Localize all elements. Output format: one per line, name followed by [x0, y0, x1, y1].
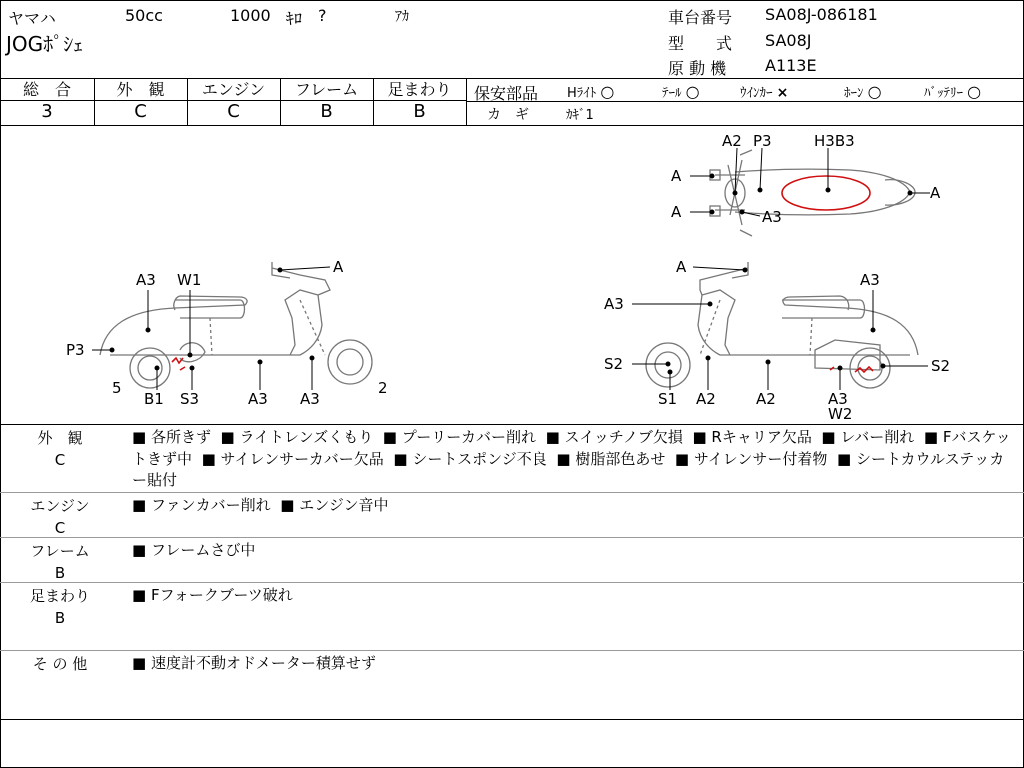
grade-total-value: 3 — [41, 101, 53, 122]
diagram-label: A3 — [762, 208, 782, 226]
damage-diagram — [0, 126, 1024, 424]
section-other-label: そ の 他 — [32, 655, 88, 673]
diagram-label: A3 — [248, 390, 268, 408]
safety-item-tail: ﾃｰﾙ ○ — [662, 82, 700, 101]
engine-label: 原 動 機 — [668, 59, 727, 78]
model-name: JOGﾎﾟｼｪ — [6, 32, 84, 56]
maker: ヤマハ — [8, 9, 56, 28]
safety-item-winker: ｳｲﾝｶｰ × — [740, 85, 789, 101]
safety-label: 保安部品 — [474, 84, 539, 103]
frame-no: SA08J-086181 — [765, 5, 878, 24]
diagram-label: A2 — [756, 390, 776, 408]
type-label: 型 式 — [668, 34, 733, 53]
diagram-label: A2 — [722, 132, 742, 150]
type-value: SA08J — [765, 31, 812, 50]
diagram-label: S2 — [931, 357, 951, 375]
scooter-top-view — [710, 150, 915, 236]
displacement: 50cc — [125, 6, 163, 25]
diagram-label: A — [671, 203, 682, 221]
diagram-label: A3 — [136, 271, 156, 289]
diagram-label: 2 — [378, 379, 388, 397]
grade-frame-value: B — [320, 101, 333, 122]
diagram-label: A3 — [300, 390, 320, 408]
diagram-label: A3 — [828, 390, 848, 408]
diagram-label: A3 — [860, 271, 880, 289]
section-suspension-label: 足まわり B — [29, 587, 90, 627]
diagram-label: S1 — [658, 390, 678, 408]
mark-icon: ○ — [685, 82, 700, 101]
diagram-label: H3B3 — [814, 132, 855, 150]
divider — [466, 78, 467, 125]
diagram-label: S3 — [180, 390, 200, 408]
mark-icon: ○ — [967, 82, 982, 101]
diagram-label: P3 — [753, 132, 772, 150]
divider — [0, 582, 1024, 583]
diagram-label: A — [671, 167, 682, 185]
section-frame-notes: ■ フレームさび中 — [132, 541, 256, 559]
engine-value: A113E — [765, 56, 817, 75]
divider — [0, 492, 1024, 493]
damage-marks — [172, 176, 873, 372]
damage-mark-left — [172, 358, 185, 370]
grade-exterior-value: C — [134, 101, 147, 122]
mileage-note: ? — [318, 6, 327, 25]
section-engine-label: エンジン C — [30, 497, 90, 537]
section-exterior-label: 外 観 C — [37, 429, 83, 469]
diagram-label: W1 — [177, 271, 202, 289]
diagram-label: A2 — [696, 390, 716, 408]
damage-mark-seat — [782, 176, 870, 210]
grade-suspension-value: B — [413, 101, 426, 122]
diagram-label: 5 — [112, 379, 122, 397]
divider — [0, 650, 1024, 651]
safety-item-headlight: Hﾗｲﾄ ○ — [567, 82, 615, 101]
key-value: ｶｷﾞ1 — [566, 108, 594, 123]
section-frame-label: フレーム B — [30, 542, 90, 582]
color: ｱｶ — [395, 9, 409, 25]
mark-icon: × — [776, 85, 789, 101]
section-exterior-notes: ■ 各所きず ■ ライトレンズくもり ■ プーリーカバー削れ ■ スイッチノブ欠損 ■ Rキャリア欠品 ■ レバー削れ ■ Fバスケットきず中 ■ サイレンサーカバー欠品 ■ シートスポンジ不良 ■ 樹脂部色あせ ■ サイレンサー付着物 ■ シートカウルステッカー貼付 — [132, 428, 1011, 489]
grade-frame-label: フレーム — [294, 80, 359, 99]
diagram-label: A — [930, 184, 941, 202]
safety-item-battery: ﾊﾞｯﾃﾘｰ ○ — [924, 82, 982, 101]
section-suspension-notes: ■ Fフォークブーツ破れ — [132, 586, 293, 604]
grade-engine-value: C — [227, 101, 240, 122]
grade-engine-label: エンジン — [201, 80, 266, 99]
divider — [0, 719, 1024, 720]
mileage: 1000 — [230, 6, 271, 25]
divider — [0, 424, 1024, 425]
mark-icon: ○ — [867, 82, 882, 101]
divider — [0, 78, 1024, 79]
diagram-label: A3 — [604, 295, 624, 313]
mileage-unit: ｷﾛ — [286, 9, 303, 28]
diagram-label: S2 — [604, 355, 624, 373]
diagram-label: A — [676, 258, 687, 276]
diagram-label: B1 — [144, 390, 164, 408]
key-label: カ ギ — [487, 107, 529, 123]
safety-item-horn: ﾎｰﾝ ○ — [844, 82, 882, 101]
grade-total-label: 総 合 — [22, 80, 71, 99]
diagram-label: A — [333, 258, 344, 276]
divider — [466, 101, 1024, 102]
divider — [0, 537, 1024, 538]
diagram-label: P3 — [66, 341, 85, 359]
grade-suspension-label: 足まわり — [387, 80, 452, 99]
section-other-notes: ■ 速度計不動オドメーター積算せず — [132, 654, 376, 672]
mark-icon: ○ — [600, 82, 615, 101]
diagram-label: W2 — [828, 405, 853, 423]
frame-no-label: 車台番号 — [668, 8, 733, 27]
grade-exterior-label: 外 観 — [116, 80, 165, 99]
section-engine-notes: ■ ファンカバー削れ ■ エンジン音中 — [132, 496, 389, 514]
